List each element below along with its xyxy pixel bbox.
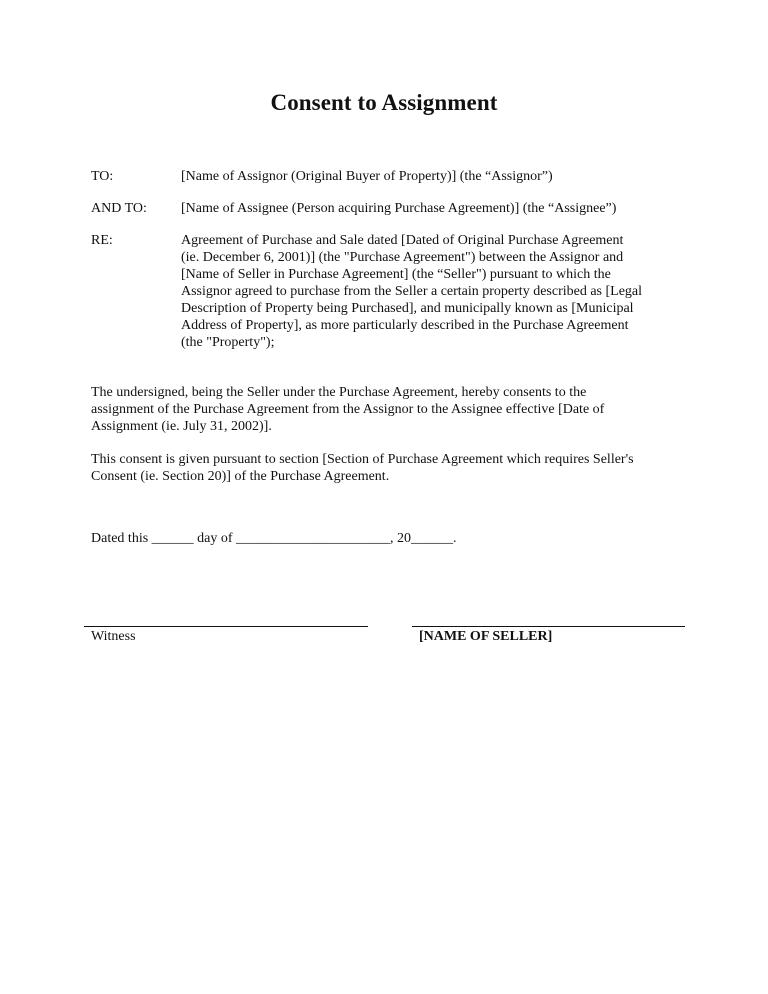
to-value: [Name of Assignor (Original Buyer of Property)] (the “Assignor”) xyxy=(181,169,553,184)
re-text xyxy=(181,232,642,351)
witness-label: Witness xyxy=(91,629,136,644)
pursuant-paragraph xyxy=(91,451,634,485)
document-title: Consent to Assignment xyxy=(270,90,498,115)
paragraph-line: The undersigned, being the Seller under the Purchase Agreement, hereby consents to the xyxy=(91,385,587,400)
witness-signature-line xyxy=(84,626,368,627)
re-line: Address of Property], as more particularly described in the Purchase Agreement xyxy=(181,318,629,333)
paragraph-line: Consent (ie. Section 20)] of the Purchase Agreement. xyxy=(91,469,390,484)
re-line: [Name of Seller in Purchase Agreement] (the “Seller") pursuant to which the xyxy=(181,267,611,282)
paragraph-line: assignment of the Purchase Agreement from the Assignor to the Assignee effective [Date of xyxy=(91,402,605,417)
paragraph-line: This consent is given pursuant to section [Section of Purchase Agreement which requires Seller's xyxy=(91,452,634,467)
re-line: Agreement of Purchase and Sale dated [Dated of Original Purchase Agreement xyxy=(181,233,624,248)
consent-paragraph xyxy=(91,384,604,435)
re-line: Assignor agreed to purchase from the Seller a certain property described as [Legal xyxy=(181,284,643,299)
and-to-label: AND TO: xyxy=(91,201,147,216)
to-label: TO: xyxy=(91,169,114,184)
seller-signature-line xyxy=(412,626,685,627)
re-line: (ie. December 6, 2001)] (the "Purchase Agreement") between the Assignor and xyxy=(181,250,624,265)
seller-name-label: [NAME OF SELLER] xyxy=(419,629,553,644)
re-line: Description of Property being Purchased], and municipally known as [Municipal xyxy=(181,301,634,316)
dated-line: Dated this ______ day of ______________________, 20______. xyxy=(91,531,457,546)
and-to-value: [Name of Assignee (Person acquiring Purchase Agreement)] (the “Assignee”) xyxy=(181,201,617,216)
re-label: RE: xyxy=(91,233,113,248)
re-line: (the "Property"); xyxy=(181,335,275,350)
paragraph-line: Assignment (ie. July 31, 2002)]. xyxy=(91,419,272,434)
